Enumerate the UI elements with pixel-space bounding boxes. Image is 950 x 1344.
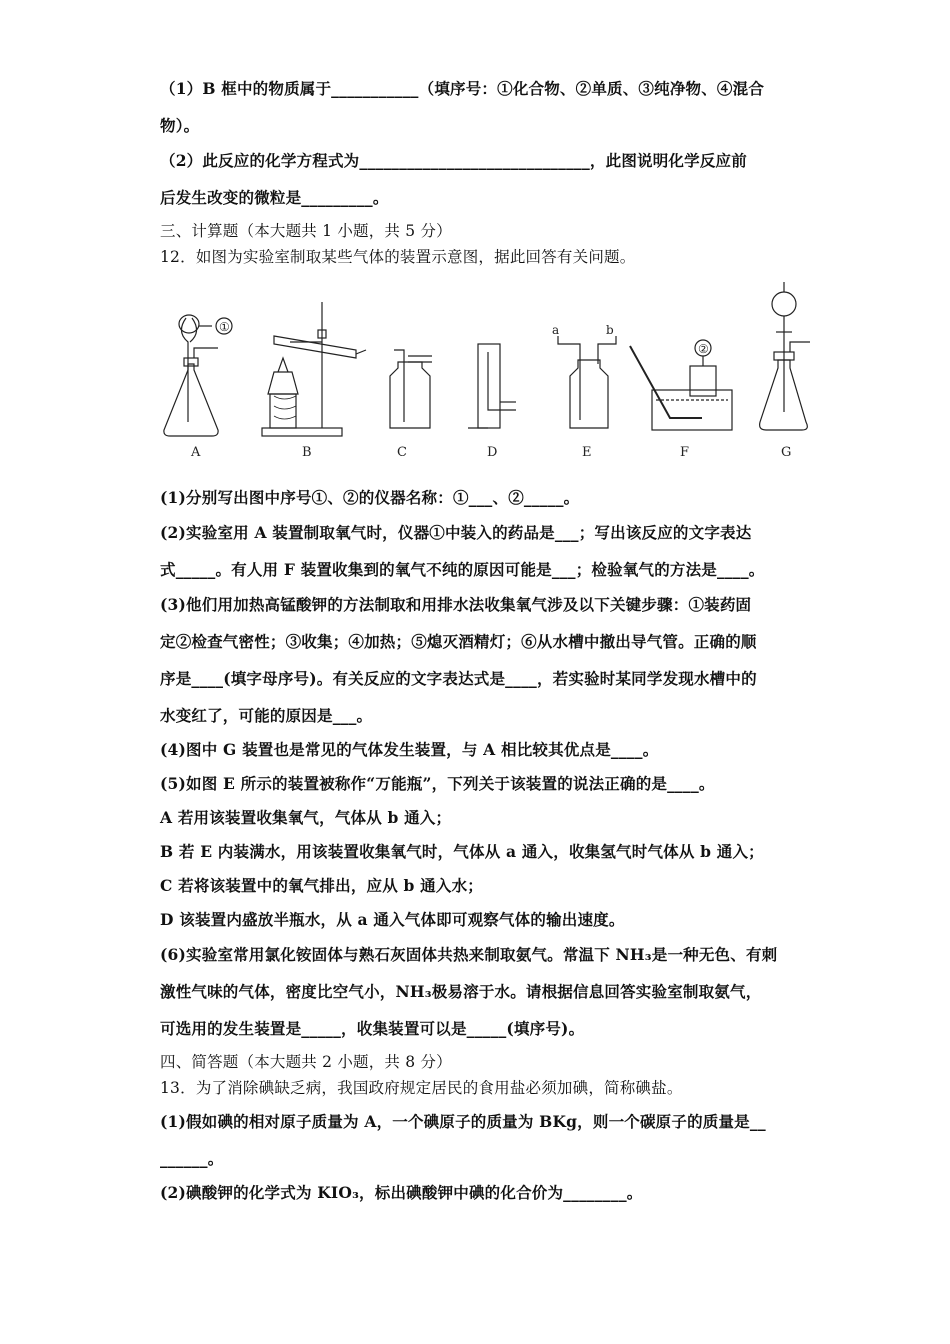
option-a: A 若用该装置收集氧气，气体从 b 通入； bbox=[160, 808, 452, 827]
section-4-heading: 四、简答题（本大题共 2 小题，共 8 分） bbox=[160, 1053, 452, 1071]
label-f: F bbox=[680, 445, 690, 460]
q13-part-1-cont: ______。 bbox=[160, 1149, 224, 1168]
apparatus-a-icon bbox=[164, 315, 232, 436]
q13-part-2: (2)碘酸钾的化学式为 KIO₃，标出碘酸钾中碘的化合价为________。 bbox=[160, 1183, 643, 1202]
port-a-label: a bbox=[552, 323, 560, 337]
q12-part-3-line-1: (3)他们用加热高锰酸钾的方法制取和用排水法收集氧气涉及以下关键步骤：①装药固 bbox=[160, 595, 752, 614]
question-11-part-2-cont: 后发生改变的微粒是_________。 bbox=[160, 188, 389, 207]
q12-part-6-line-3: 可选用的发生装置是_____，收集装置可以是_____(填序号)。 bbox=[160, 1019, 585, 1038]
q12-part-6-line-1: (6)实验室常用氯化铵固体与熟石灰固体共热来制取氨气。常温下 NH₃是一种无色、有刺 bbox=[160, 945, 778, 964]
option-c: C 若将该装置中的氧气排出，应从 b 通入水； bbox=[160, 876, 483, 895]
option-d: D 该装置内盛放半瓶水，从 a 通入气体即可观察气体的输出速度。 bbox=[160, 910, 625, 929]
label-c: C bbox=[397, 445, 407, 460]
marker-2: ② bbox=[698, 342, 709, 356]
option-b: B 若 E 内装满水，用该装置收集氧气时，气体从 a 通入，收集氢气时气体从 b 通入； bbox=[160, 842, 764, 861]
question-12-stem: 12．如图为实验室制取某些气体的装置示意图，据此回答有关问题。 bbox=[160, 248, 636, 266]
apparatus-d-icon bbox=[468, 344, 516, 428]
q12-part-5: (5)如图 E 所示的装置被称作“万能瓶”，下列关于该装置的说法正确的是____。 bbox=[160, 774, 715, 793]
label-b: B bbox=[302, 445, 312, 460]
marker-1: ① bbox=[219, 320, 230, 334]
q12-part-1: (1)分别写出图中序号①、②的仪器名称：①___、②_____。 bbox=[160, 488, 580, 507]
label-d: D bbox=[487, 445, 498, 460]
q12-part-3-line-3: 序是____(填字母序号)。有关反应的文字表达式是____，若实验时某同学发现水槽中的 bbox=[160, 669, 757, 688]
q12-part-2-line-1: (2)实验室用 A 装置制取氧气时，仪器①中装入的药品是___；写出该反应的文字表达 bbox=[160, 523, 752, 542]
label-a: A bbox=[191, 445, 201, 460]
label-g: G bbox=[781, 445, 792, 460]
apparatus-e-icon bbox=[552, 323, 616, 428]
apparatus-g-icon bbox=[760, 282, 810, 430]
q12-part-4: (4)图中 G 装置也是常见的气体发生装置，与 A 相比较其优点是____。 bbox=[160, 740, 659, 759]
q12-part-2-line-2: 式_____。有人用 F 装置收集到的氧气不纯的原因可能是___；检验氧气的方法是____。 bbox=[160, 560, 765, 579]
apparatus-c-icon bbox=[390, 350, 432, 428]
question-11-part-2: （2）此反应的化学方程式为_____________________________，此图说明化学反应前 bbox=[160, 151, 747, 170]
question-13-stem: 13．为了消除碘缺乏病，我国政府规定居民的食用盐必须加碘，简称碘盐。 bbox=[160, 1079, 683, 1097]
question-11-part-1-cont: 物）。 bbox=[160, 116, 200, 135]
q12-part-3-line-2: 定②检查气密性；③收集；④加热；⑤熄灭酒精灯；⑥从水槽中撤出导气管。正确的顺 bbox=[160, 632, 757, 651]
apparatus-b-icon bbox=[262, 302, 366, 436]
label-e: E bbox=[582, 445, 592, 460]
q13-part-1: (1)假如碘的相对原子质量为 A，一个碘原子的质量为 BKg，则一个碳原子的质量是__ bbox=[160, 1112, 766, 1131]
apparatus-f-icon bbox=[630, 340, 732, 430]
question-11-part-1: （1）B 框中的物质属于___________（填序号：①化合物、②单质、③纯净物、④混合 bbox=[160, 79, 765, 98]
apparatus-figure bbox=[150, 272, 810, 462]
port-b-label: b bbox=[606, 323, 614, 337]
section-3-heading: 三、计算题（本大题共 1 小题，共 5 分） bbox=[160, 222, 452, 240]
q12-part-3-line-4: 水变红了，可能的原因是___。 bbox=[160, 706, 373, 725]
q12-part-6-line-2: 激性气味的气体，密度比空气小，NH₃极易溶于水。请根据信息回答实验室制取氨气， bbox=[160, 982, 762, 1001]
